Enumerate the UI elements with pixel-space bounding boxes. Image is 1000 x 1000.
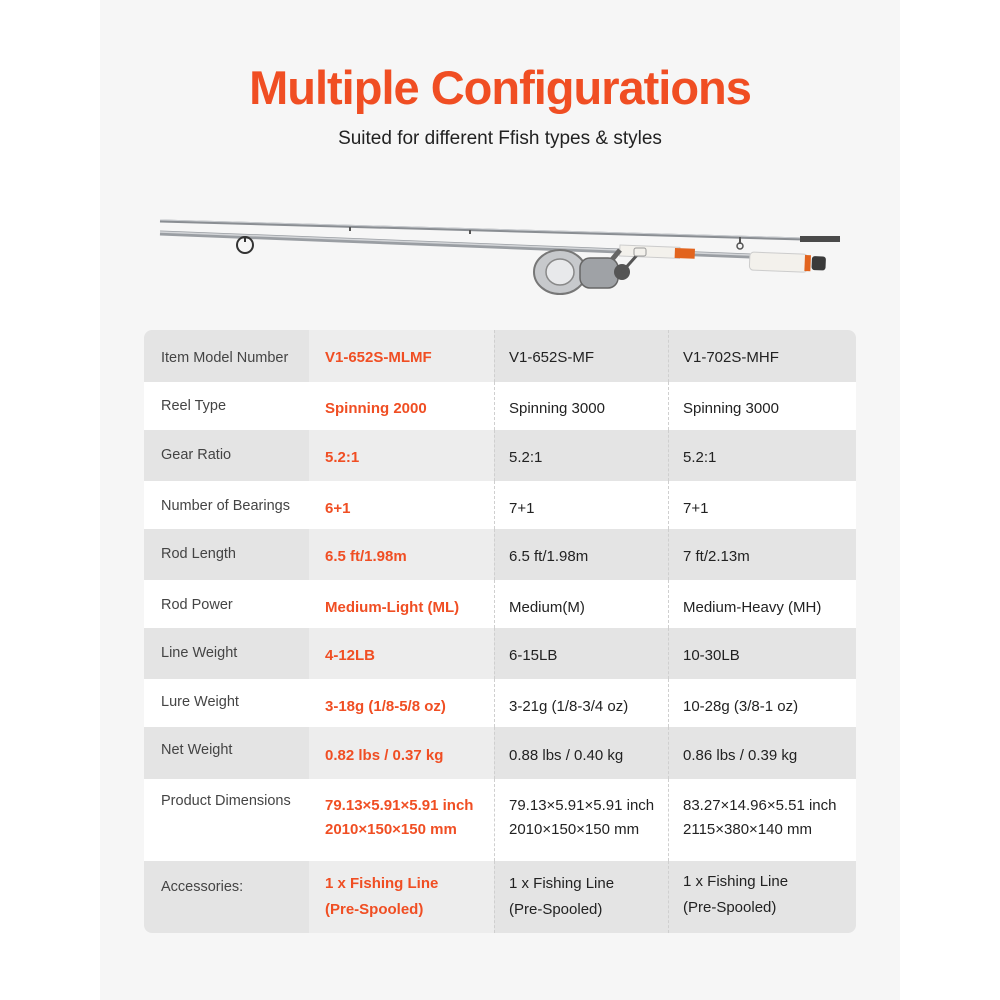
row-label: Net Weight (161, 742, 233, 758)
cell-v1-702s-mhf: V1-702S-MHF (683, 349, 779, 366)
cell-v1-652s-mf: 0.88 lbs / 0.40 kg (509, 747, 624, 764)
cell-v1-652s-mf: 7+1 (509, 500, 535, 517)
table-row (144, 529, 856, 580)
cell-v1-702s-mhf: 0.86 lbs / 0.39 kg (683, 747, 798, 764)
cell-v1-652s-mlmf: 6.5 ft/1.98m (309, 529, 494, 580)
row-label: Gear Ratio (161, 447, 232, 463)
cell-v1-702s-mhf: 7 ft/2.13m (683, 548, 750, 565)
table-row (144, 580, 856, 628)
cell-v1-652s-mf: 79.13×5.91×5.91 inch 2010×150×150 mm (509, 797, 655, 838)
row-label: Accessories: (161, 879, 244, 895)
cell-v1-652s-mlmf: 0.82 lbs / 0.37 kg (309, 727, 494, 779)
cell-v1-652s-mf: 6.5 ft/1.98m (509, 548, 589, 565)
row-label: Reel Type (161, 398, 227, 414)
cell-v1-652s-mlmf: 3-18g (1/8-5/8 oz) (309, 679, 494, 727)
table-row (144, 727, 856, 779)
row-label: Rod Length (161, 546, 236, 562)
table-row (144, 481, 856, 529)
cell-v1-652s-mf: 1 x Fishing Line (Pre-Spooled) (509, 875, 615, 918)
cell-v1-652s-mf: 6-15LB (509, 647, 558, 664)
cell-v1-702s-mhf: 1 x Fishing Line (Pre-Spooled) (683, 873, 789, 916)
cell-v1-652s-mf: 3-21g (1/8-3/4 oz) (509, 698, 629, 715)
cell-v1-652s-mf: Medium(M) (509, 599, 585, 616)
cell-v1-652s-mlmf: 4-12LB (309, 628, 494, 679)
spec-table (144, 330, 856, 933)
cell-v1-702s-mhf: 83.27×14.96×5.51 inch 2115×380×140 mm (683, 797, 837, 838)
table-row (144, 679, 856, 727)
table-row (144, 430, 856, 481)
row-label: Line Weight (161, 645, 238, 661)
row-label: Product Dimensions (161, 793, 291, 809)
table-row (144, 382, 856, 430)
cell-v1-702s-mhf: 7+1 (683, 500, 709, 517)
cell-v1-652s-mlmf: Spinning 2000 (309, 382, 494, 430)
row-label: Item Model Number (161, 350, 289, 366)
cell-v1-652s-mlmf: 6+1 (309, 481, 494, 529)
cell-v1-652s-mf: Spinning 3000 (509, 400, 605, 417)
cell-v1-702s-mhf: 5.2:1 (683, 449, 717, 466)
cell-v1-702s-mhf: 10-28g (3/8-1 oz) (683, 698, 799, 715)
table-row (144, 779, 856, 861)
cell-v1-652s-mf: 5.2:1 (509, 449, 543, 466)
cell-v1-702s-mhf: 10-30LB (683, 647, 740, 664)
cell-v1-702s-mhf: Medium-Heavy (MH) (683, 599, 822, 616)
cell-v1-652s-mlmf: 1 x Fishing Line (Pre-Spooled) (309, 861, 494, 933)
cell-v1-652s-mlmf: 5.2:1 (309, 430, 494, 481)
page-subtitle: Suited for different Ffish types & styles (338, 128, 662, 149)
cell-v1-652s-mlmf: V1-652S-MLMF (309, 330, 494, 382)
page-title: Multiple Configurations (249, 61, 751, 114)
row-label: Lure Weight (161, 694, 239, 710)
cell-v1-652s-mlmf: 79.13×5.91×5.91 inch 2010×150×150 mm (309, 779, 494, 861)
cell-v1-702s-mhf: Spinning 3000 (683, 400, 779, 417)
cell-v1-652s-mf: V1-652S-MF (509, 349, 595, 366)
table-row (144, 330, 856, 382)
row-label: Number of Bearings (161, 498, 290, 514)
cell-v1-652s-mlmf: Medium-Light (ML) (309, 580, 494, 628)
table-row (144, 861, 856, 933)
row-label: Rod Power (161, 597, 233, 613)
fishing-rod-and-spinning-reel-image (150, 200, 850, 310)
table-row (144, 628, 856, 679)
